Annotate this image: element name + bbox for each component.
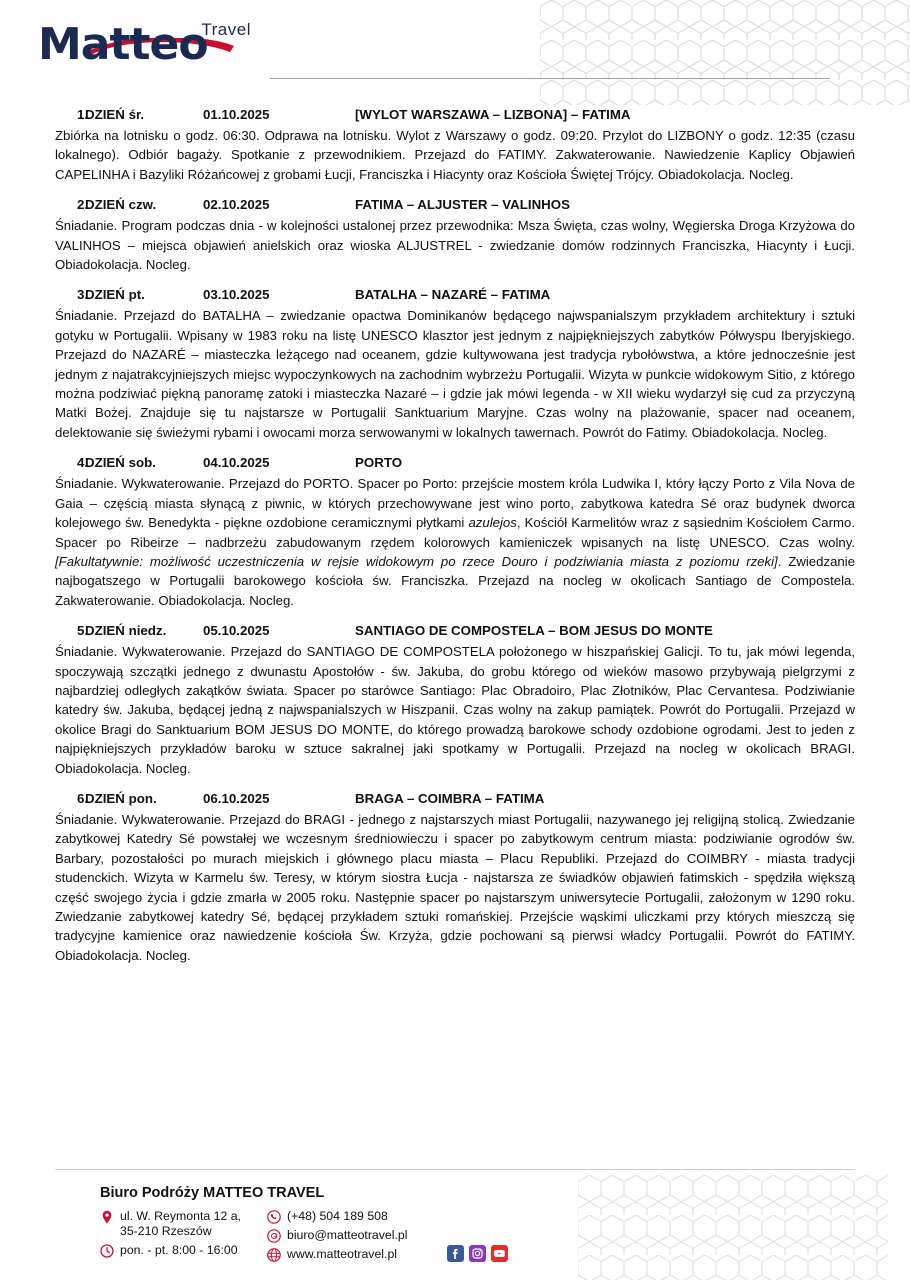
day-date: 05.10.2025 (203, 623, 270, 639)
day-description-part: . Zwiedzanie najbogatszego w Portugalii barokowego kościoła św. Franciszka. Przejazd na nocleg w okolicach Santiago de Compostela. Zakwaterowanie. Obiadokolacja. Nocleg. (55, 553, 855, 608)
location-pin-icon (100, 1210, 114, 1224)
itinerary-day (55, 105, 855, 184)
itinerary-day (55, 453, 855, 610)
day-number: 6. (77, 790, 89, 806)
email-row (267, 1228, 407, 1243)
day-description: Śniadanie. Przejazd do BATALHA – zwiedzanie opactwa Dominikanów będącego najwspanialszym przykładem architektury i sztuki gotyku w Portugalii. Wpisany w 1983 roku na listę UNESCO klasztor jest jednym z najpiękniejszych zabytków Półwyspu Iberyjskiego. Przejazd do NAZARÉ – miasteczka leżącego nad oceanem, gdzie kultywowana jest tradycja rybołówstwa, a które jednocześnie jest jednym z najatrakcyjniejszych miejsc wypoczynkowych na zachodnim wybrzeżu Portugalii. Wizyta w punkcie widokowym Sitio, z którego można podziwiać piękną panoramę zatoki i miasteczka Nazaré – i gdzie jak mówi legenda - w XII wieku wydarzył się cud za przyczyną Matki Bożej. Znajduje się tu najstarsze w Portugalii Sanktuarium Maryjne. Czas wolny na plażowanie, spacer nad oceanem, delektowanie się świeżymi rybami i owocami morza serwowanymi w lokalnych tawernach. Powrót do Fatimy. Obiadokolacja. Nocleg. (55, 308, 855, 440)
day-description: Śniadanie. Program podczas dnia - w kolejności ustalonej przez przewodnika: Msza Święta, czas wolny, Węgierska Droga Krzyżowa do VALINHOS – miejsca objawień anielskich oraz wioska ALJUSTREL - zwiedzanie domów rodzinnych Franciszka, Hiacynty i Łucji. Obiadokolacja. Nocleg. (55, 218, 855, 273)
day-heading (55, 789, 855, 808)
day-description (55, 474, 855, 610)
phone-text[interactable]: (+48) 504 189 508 (286, 1209, 388, 1223)
day-heading (55, 453, 855, 472)
itinerary-day (55, 285, 855, 442)
footer-divider (55, 1169, 855, 1170)
document-footer (0, 1169, 910, 1287)
day-route: SANTIAGO DE COMPOSTELA – BOM JESUS DO MONTE (355, 623, 713, 639)
phone-row (267, 1209, 407, 1224)
hexagon-pattern-decoration (540, 0, 910, 105)
company-logo (38, 19, 253, 90)
document-header (0, 0, 910, 105)
day-heading (55, 285, 855, 304)
instagram-icon[interactable] (469, 1245, 486, 1262)
company-name: Biuro Podróży MATTEO TRAVEL (100, 1185, 325, 1201)
day-name: DZIEŃ niedz. (85, 623, 167, 639)
day-route: BRAGA – COIMBRA – FATIMA (355, 790, 545, 806)
website-row (267, 1247, 407, 1262)
day-description-emphasis: azulejos (468, 515, 517, 531)
day-name: DZIEŃ pt. (85, 287, 145, 303)
clock-icon (100, 1244, 114, 1258)
day-route: BATALHA – NAZARÉ – FATIMA (355, 287, 551, 303)
day-route: [WYLOT WARSZAWA – LIZBONA] – FATIMA (355, 107, 631, 122)
day-number: 2. (77, 197, 89, 213)
footer-hexagon-pattern (578, 1175, 888, 1280)
day-number: 5. (77, 623, 89, 639)
youtube-icon[interactable] (491, 1245, 508, 1262)
day-name: DZIEŃ czw. (85, 197, 157, 213)
facebook-icon[interactable] (447, 1245, 464, 1262)
day-heading (55, 105, 855, 124)
address-line-2: 35-210 Rzeszów (120, 1224, 212, 1238)
day-description: Zbiórka na lotnisku o godz. 06:30. Odprawa na lotnisku. Wylot z Warszawy o godz. 09:20. Przylot do LIZBONY o godz. 12:35 (czasu lokalnego). Odbiór bagaży. Spotkanie z przewodnikiem. Przejazd do FATIMY. Zakwaterowanie. Nawiedzenie Kaplicy Objawień CAPELINHA i Bazyliki Różańcowej z grobami Łucji, Franciszka i Hiacynty oraz Kościoła Świętej Trójcy. Obiadokolacja. Nocleg. (55, 128, 855, 182)
day-date: 04.10.2025 (203, 455, 270, 471)
day-date: 03.10.2025 (203, 287, 270, 303)
itinerary-content (0, 105, 910, 965)
day-name: DZIEŃ śr. (85, 107, 145, 122)
day-date: 06.10.2025 (203, 790, 270, 806)
day-number: 1. (77, 107, 89, 122)
itinerary-day (55, 195, 855, 274)
day-number: 3. (77, 287, 89, 303)
itinerary-day (55, 789, 855, 965)
footer-contact-column (267, 1209, 407, 1262)
footer-address-column (100, 1209, 241, 1262)
day-route: PORTO (355, 455, 403, 471)
logo-subtitle: Travel (201, 20, 251, 39)
day-name: DZIEŃ pon. (85, 790, 157, 806)
header-divider (270, 78, 830, 79)
email-text[interactable]: biuro@matteotravel.pl (286, 1228, 408, 1242)
day-heading (55, 621, 855, 640)
day-date: 01.10.2025 (203, 107, 270, 122)
day-description-part: , Kościół Karmelitów wraz z sąsiednim Kościołem Carmo. Spacer po Ribeirze – nadbrzeżu zabudowanym rzędem kolorowych kamieniczek wpisanych na listę UNESCO. Czas wolny. (55, 515, 855, 550)
hours-text: pon. - pt. 8:00 - 16:00 (120, 1243, 238, 1257)
hours-row (100, 1243, 241, 1258)
logo-wordmark: Matteo (38, 19, 208, 70)
day-description-optional-note: [Fakultatywnie: możliwość uczestniczenia w rejsie widokowym po rzece Douro i podziwiania miasta z poziomu rzeki] (55, 553, 778, 569)
globe-icon (267, 1248, 281, 1262)
day-heading (55, 195, 855, 214)
website-text[interactable]: www.matteotravel.pl (286, 1247, 398, 1261)
address-text (120, 1209, 241, 1239)
day-name: DZIEŃ sob. (85, 455, 156, 471)
footer-contact-block (100, 1185, 508, 1262)
day-description: Śniadanie. Wykwaterowanie. Przejazd do SANTIAGO DE COMPOSTELA położonego w hiszpańskiej Galicji. To tu, jak mówi legenda, spoczywają szczątki jednego z dwunastu Apostołów - św. Jakuba, do grobu którego od wieków masowo przybywają pielgrzymi z najbardziej odległych zakątków świata. Spacer po starówce Santiago: Plac Obradoiro, Plac Złotników, Plac Cervantesa. Podziwianie katedry św. Jakuba, będącej jedną z najwspanialszych w Hiszpanii. Czas wolny na zakup pamiątek. Powrót do Portugalii. Przejazd w okolice Bragi do Sanktuarium BOM JESUS DO MONTE, do którego prowadzą barokowe schody ozdobione ogrodami. Jest to jeden z najpiękniejszych przykładów baroku w sztuce sakralnej jaki spotkamy w Portugalii. Przejazd na nocleg w okolicach BRAGI. Obiadokolacja. Nocleg. (55, 644, 855, 776)
social-links (447, 1245, 508, 1262)
day-date: 02.10.2025 (203, 197, 270, 213)
phone-icon (267, 1210, 281, 1224)
day-description-part: Śniadanie. Wykwaterowanie. Przejazd do PORTO. Spacer po Porto: przejście mostem króla Ludwika I, który łączy Porto z Vila Nova de Gaia – częścią miasta słynącą z piwnic, w których przechowywane jest wino porto, zabytkowa katedra Sé oraz budynek dworca kolejowego św. Benedykta - piękne ozdobione ceramicznymi płytkami (55, 476, 855, 531)
itinerary-day (55, 621, 855, 778)
day-number: 4. (77, 455, 89, 471)
day-route: FATIMA – ALJUSTER – VALINHOS (355, 197, 570, 213)
address-line-1: ul. W. Reymonta 12 a, (120, 1209, 241, 1223)
day-description: Śniadanie. Wykwaterowanie. Przejazd do BRAGI - jednego z najstarszych miast Portugalii, nazywanego jej religijną stolicą. Zwiedzanie zabytkowej Katedry Sé powstałej we wczesnym średniowieczu i spacer po zabytkowym centrum miasta: podziwianie ogrodów św. Barbary, pozostałości po murach miejskich i głównego placu miasta – Placu Republiki. Przejazd do COIMBRY - miasta tradycji studenckich. Wizyta w Karmelu św. Teresy, w którym siostra Łucja - najstarsza ze świadków objawień fatimskich - spędziła większą część swojego życia i gdzie zmarła w 2005 roku. Następnie spacer po najstarszym uniwersytecie Portugalii, założonym w 1290 roku. Zwiedzanie zabytkowej katedry Sé, będącej przykładem sztuki romańskiej. Przejście wąskimi uliczkami przy których mieszczą się tradycyjne kamienice oraz nawiedzenie kościoła Św. Krzyża, gdzie pochowani są pierwsi władcy Portugalii. Powrót do FATIMY. Obiadokolacja. Nocleg. (55, 811, 855, 963)
address-row (100, 1209, 241, 1239)
email-icon (267, 1229, 281, 1243)
